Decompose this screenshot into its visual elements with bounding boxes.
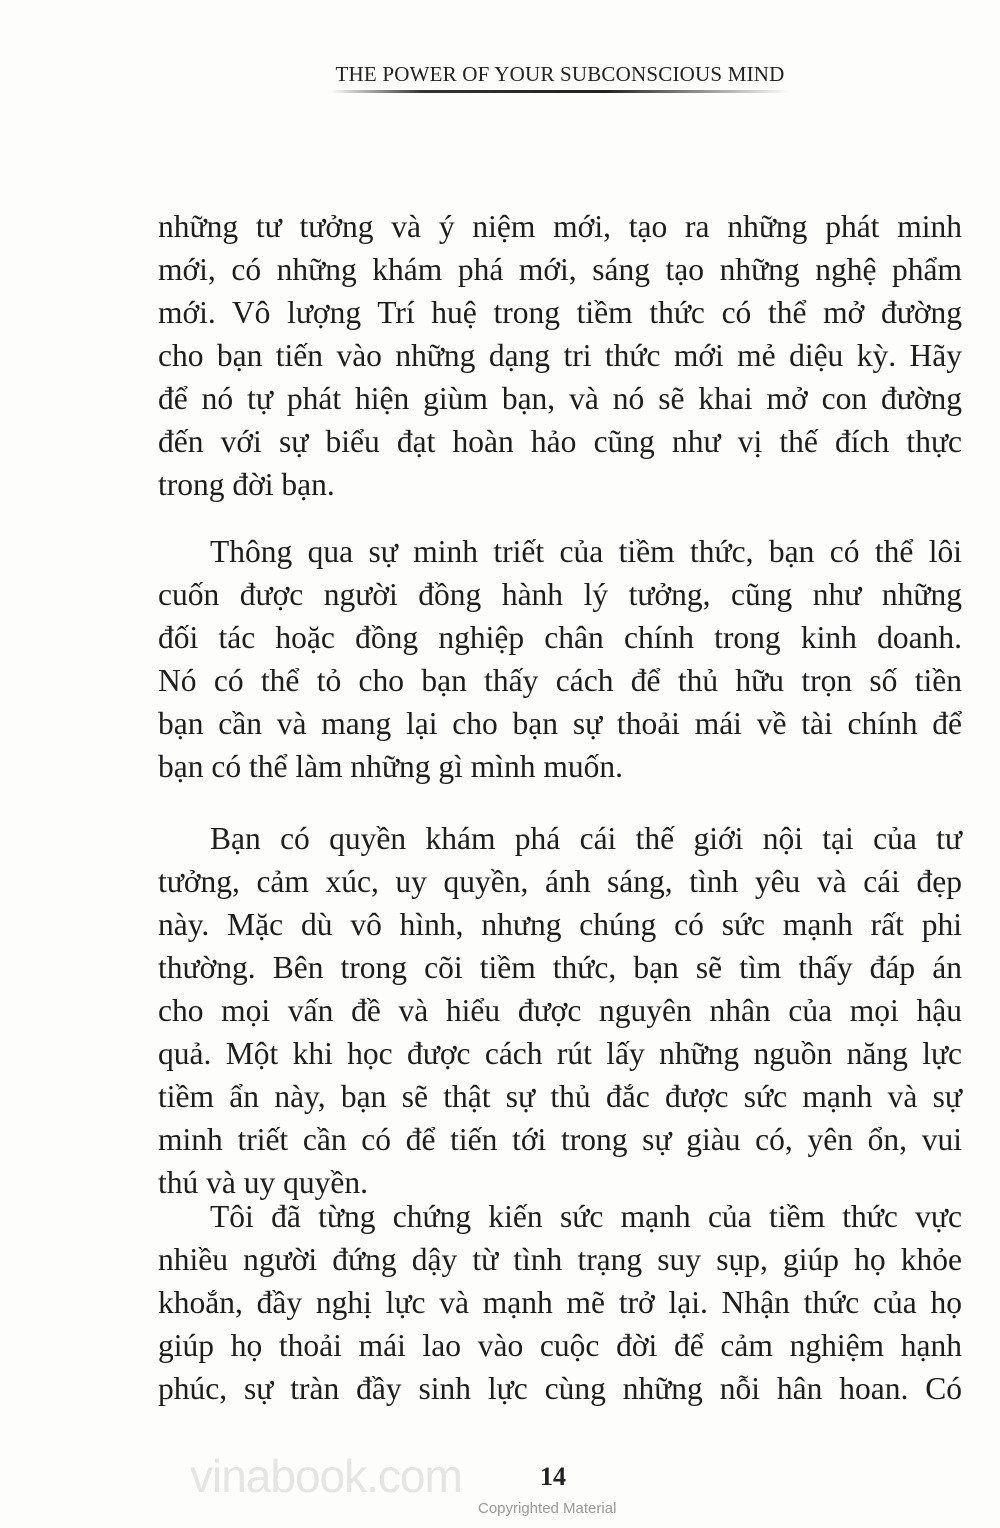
text-line: phúc, sự tràn đầy sinh lực cùng những nỗi hân hoan. Có	[158, 1371, 962, 1406]
text-line: Tôi đã từng chứng kiến sức mạnh của tiềm thức vực	[210, 1199, 962, 1234]
text-line: mới, có những khám phá mới, sáng tạo những nghệ phẩm	[158, 252, 962, 287]
text-line: thường. Bên trong cõi tiềm thức, bạn sẽ tìm thấy đáp án	[158, 950, 962, 985]
text-line: nhiều người đứng dậy từ tình trạng suy sụp, giúp họ khỏe	[158, 1242, 962, 1277]
text-line: tiềm ẩn này, bạn sẽ thật sự thủ đắc được sức mạnh và sự	[158, 1079, 962, 1114]
text-line: đối tác hoặc đồng nghiệp chân chính trong kinh doanh.	[158, 620, 962, 655]
text-line: cuốn được người đồng hành lý tưởng, cũng như những	[158, 577, 962, 612]
text-line: này. Mặc dù vô hình, nhưng chúng có sức mạnh rất phi	[158, 907, 962, 942]
page-number: 14	[540, 1462, 566, 1491]
text-line: bạn có thể làm những gì mình muốn.	[158, 749, 624, 784]
watermark: vinabook.com	[190, 1450, 462, 1502]
text-line: trong đời bạn.	[158, 467, 335, 502]
copyright-notice: Copyrighted Material	[478, 1500, 617, 1517]
text-line: tưởng, cảm xúc, uy quyền, ánh sáng, tình yêu và cái đẹp	[158, 864, 962, 899]
text-line: mới. Vô lượng Trí huệ trong tiềm thức có thể mở đường	[158, 295, 962, 330]
text-line: đến với sự biểu đạt hoàn hảo cũng như vị thế đích thực	[158, 424, 962, 459]
text-line: cho bạn tiến vào những dạng tri thức mới mẻ diệu kỳ. Hãy	[158, 338, 962, 373]
text-line: thú và uy quyền.	[158, 1165, 368, 1200]
text-line: minh triết cần có để tiến tới trong sự giàu có, yên ổn, vui	[158, 1122, 962, 1157]
text-line: giúp họ thoải mái lao vào cuộc đời để cảm nghiệm hạnh	[158, 1328, 962, 1363]
text-line: những tư tưởng và ý niệm mới, tạo ra những phát minh	[158, 209, 962, 244]
header-rule	[330, 90, 790, 93]
text-line: Thông qua sự minh triết của tiềm thức, bạn có thể lôi	[210, 534, 962, 569]
text-line: Nó có thể tỏ cho bạn thấy cách để thủ hữu trọn số tiền	[158, 663, 962, 698]
text-line: quả. Một khi học được cách rút lấy những nguồn năng lực	[158, 1036, 962, 1071]
text-line: Bạn có quyền khám phá cái thế giới nội tại của tư	[210, 821, 962, 856]
text-line: để nó tự phát hiện giùm bạn, và nó sẽ khai mở con đường	[158, 381, 962, 416]
text-line: bạn cần và mang lại cho bạn sự thoải mái về tài chính để	[158, 706, 962, 741]
text-line: cho mọi vấn đề và hiểu được nguyên nhân của mọi hậu	[158, 993, 962, 1028]
running-header: THE POWER OF YOUR SUBCONSCIOUS MIND	[335, 62, 785, 86]
text-line: khoắn, đầy nghị lực và mạnh mẽ trở lại. Nhận thức của họ	[158, 1285, 962, 1320]
